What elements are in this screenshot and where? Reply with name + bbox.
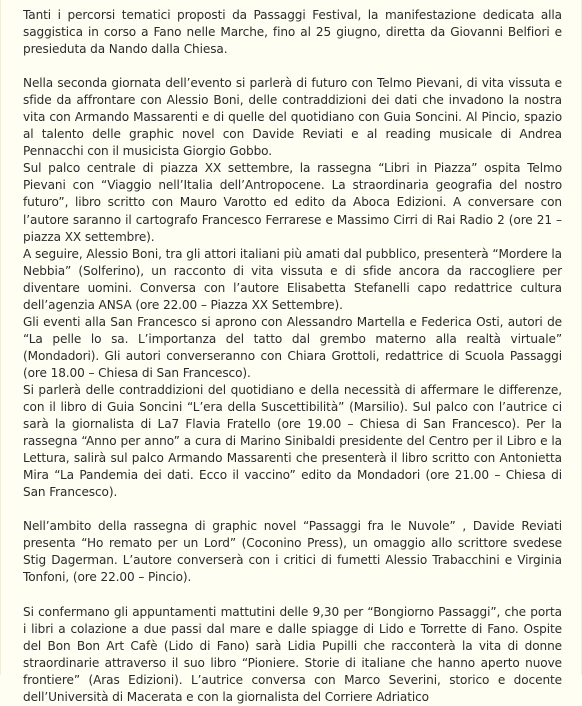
article-body: [1, 0, 581, 706]
paragraph-intro: Tanti i percorsi tematici proposti da Passaggi Festival, la manifestazione dedicata alla saggistica in corso a Fano nelle Marche, fino al 25 giugno, diretta da Giovanni Belfiori e presieduta da Nando dalla Chiesa.: [23, 8, 562, 57]
paragraph-second-day: Nella seconda giornata dell’evento si parlerà di futuro con Telmo Pievani, di vita vissuta e sfide da affrontare con Alessio Boni, delle contraddizioni dei dati che invadono la nostra vita con Armando Massarenti e di quelle del quotidiano con Guia Soncini. Al Pincio, spazio al talento delle graphic novel con Davide Reviati e al reading musicale di Andrea Pennacchi con il musicista Giorgio Gobbo.: [23, 76, 562, 159]
paragraph-alessio-boni: A seguire, Alessio Boni, tra gli attori italiani più amati dal pubblico, presenterà “Mordere la Nebbia” (Solferino), un racconto di vita vissuta e di sfide ancora da raccogliere per diventare uomini. Conversa con l’autore Elisabetta Stefanelli capo redattrice cultura dell’agenzia ANSA (ore 22.00 – Piazza XX Settembre).: [23, 246, 562, 312]
paragraph-bongiorno-passaggi: Si confermano gli appuntamenti mattutini delle 9,30 per “Bongiorno Passaggi”, che porta i libri a colazione a due passi dal mare e dalle spiagge di Lido e Torrette di Fano. Ospite del Bon Bon Art Cafè (Lido di Fano) sarà Lidia Pupilli che racconterà la vita di donne straordinarie attraverso il suo libro “Pioniere. Storie di italiane che hanno aperto nuove frontiere” (Aras Edizioni). L’autrice conversa con Marco Severini, storico e docente dell’Università di Macerata e con la giornalista del Corriere Adriatico: [23, 604, 562, 704]
paragraph-graphic-novel: Nell’ambito della rassegna di graphic novel “Passaggi fra le Nuvole” , Davide Reviati presenta “Ho remato per un Lord” (Coconino Press), un omaggio allo scrittore svedese Stig Dagerman. L’autore converserà con i critici di fumetti Alessio Trabacchini e Virginia Tonfoni, (ore 22.00 – Pincio).: [23, 519, 562, 585]
paragraph-libri-in-piazza: Sul palco centrale di piazza XX settembre, la rassegna “Libri in Piazza” ospita Telmo Pievani con “Viaggio nell’Italia dell’Antropocene. La straordinaria geografia del nostro futuro”, libro scritto con Mauro Varotto ed edito da Aboca Edizioni. A conversare con l’autore saranno il cartografo Francesco Ferrarese e Massimo Cirri di Rai Radio 2 (ore 21 – piazza XX settembre).: [23, 161, 562, 244]
paragraph-guia-soncini: Si parlerà delle contraddizioni del quotidiano e della necessità di affermare le differenze, con il libro di Guia Soncini “L’era della Suscettibilità” (Marsilio). Sul palco con l’autrice ci sarà la giornalista di La7 Flavia Fratello (ore 19.00 – Chiesa di San Francesco). Per la rassegna “Anno per anno” a cura di Marino Sinibaldi presidente del Centro per il Libro e la Lettura, salirà sul palco Armando Massarenti che presenterà il libro scritto con Antonietta Mira “La Pandemia dei dati. Ecco il vaccino” edito da Mondadori (ore 21.00 – Chiesa di San Francesco).: [23, 382, 562, 500]
paragraph-san-francesco: Gli eventi alla San Francesco si aprono con Alessandro Martella e Federica Osti, autori de “La pelle lo sa. L’importanza del tatto dal grembo materno alla realtà virtuale” (Mondadori). Gli autori converseranno con Chiara Grottoli, redattrice di Scuola Passaggi (ore 18.00 – Chiesa di San Francesco).: [23, 314, 562, 380]
